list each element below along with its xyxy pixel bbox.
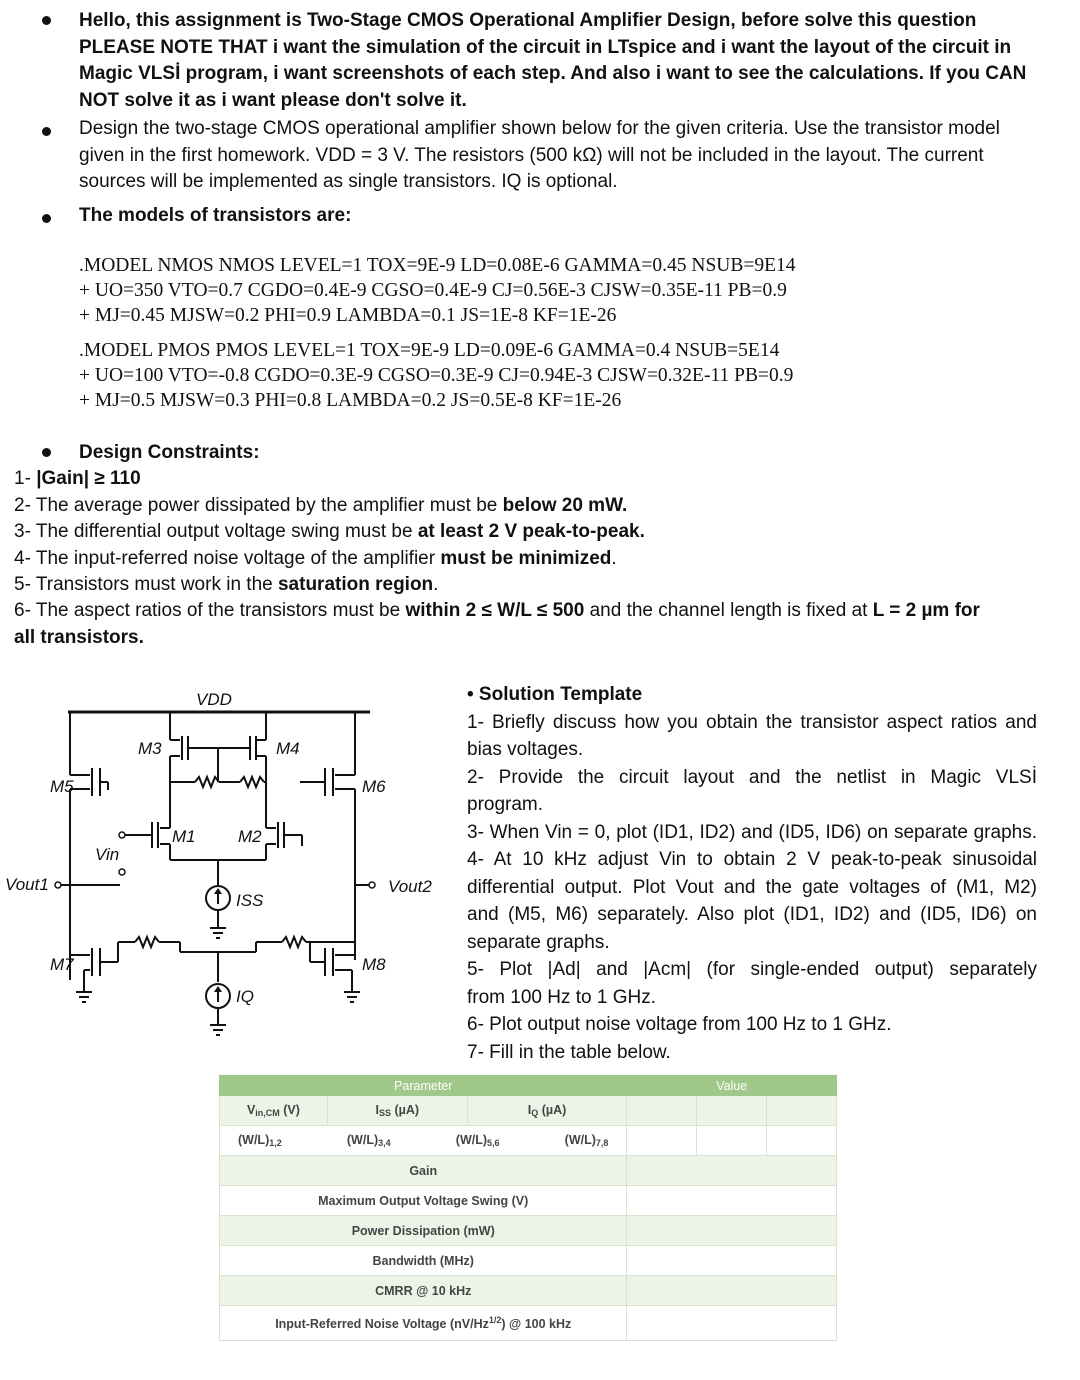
text-run: The models of transistors are:	[79, 205, 352, 226]
text-run: Transistors must work in the	[35, 574, 278, 595]
vdd-label: VDD	[196, 690, 232, 709]
vout1-label: Vout1	[5, 875, 49, 894]
value-cell[interactable]	[767, 1126, 837, 1156]
constraint-2	[14, 493, 627, 520]
constraint-5	[14, 572, 438, 599]
template-line: 6- Plot output noise voltage from 100 Hz to 1 GHz.	[467, 1014, 892, 1035]
constraint-number: 4-	[14, 548, 36, 569]
value-cell[interactable]	[627, 1306, 837, 1341]
text-run: must be minimized	[440, 548, 612, 569]
table-row	[220, 1156, 837, 1186]
bullet-2	[79, 116, 1044, 196]
text-run: all transistors.	[14, 627, 144, 648]
value-cell[interactable]	[627, 1096, 697, 1126]
text-run: within 2 ≤ W/L ≤ 500	[405, 600, 585, 621]
table-row	[220, 1276, 837, 1306]
header-value: Value	[627, 1076, 837, 1096]
text-run: Hello, this assignment is Two-Stage CMOS Operational Amplifier Design, before solve this question PLEASE NOTE THAT i want the simulation of the circuit in LTspice and i want the layout of the circuit in Magic VLSİ program, i want screenshots of each step. And also i want to see the calculations. If you CAN NOT solve it as i want please don't solve it.	[79, 10, 1027, 111]
nmos-model-line-3: + MJ=0.45 MJSW=0.2 PHI=0.9 LAMBDA=0.1 JS=1E-8 KF=1E-26	[79, 305, 617, 326]
value-cell[interactable]	[627, 1276, 837, 1306]
bullet-dot	[42, 214, 51, 223]
template-line: program.	[467, 794, 544, 815]
wl56-cell: $(W/L)_{5,6}$	[455, 1133, 500, 1148]
template-line: differential output. Plot Vout and the gate voltages of (M1, M2)	[467, 876, 1037, 898]
constraint-number: 2-	[14, 495, 36, 516]
m4-label: M4	[276, 739, 300, 758]
m2-label: M2	[238, 827, 262, 846]
template-line: 3- When Vin = 0, plot (ID1, ID2) and (ID5, ID6) on separate graphs.	[467, 821, 1037, 843]
m7-label: M7	[50, 955, 74, 974]
gain-cell: Gain	[220, 1156, 627, 1186]
value-cell[interactable]	[767, 1096, 837, 1126]
text-run: at least 2 V peak-to-peak.	[417, 521, 645, 542]
template-line: 1- Briefly discuss how you obtain the transistor aspect ratios and	[467, 711, 1037, 733]
header-parameter: Parameter	[220, 1076, 627, 1096]
nmos-model-line-1: .MODEL NMOS NMOS LEVEL=1 TOX=9E-9 LD=0.08E-6 GAMMA=0.45 NSUB=9E14	[79, 255, 796, 276]
value-cell[interactable]	[627, 1216, 837, 1246]
pmos-model-line-3: + MJ=0.5 MJSW=0.3 PHI=0.8 LAMBDA=0.2 JS=0.5E-8 KF=1E-26	[79, 390, 622, 411]
value-cell[interactable]	[627, 1156, 837, 1186]
constraint-3	[14, 519, 645, 546]
text-run: The aspect ratios of the transistors must be	[35, 600, 406, 621]
template-line: 4- At 10 kHz adjust Vin to obtain 2 V peak-to-peak sinusoidal	[467, 849, 1037, 870]
noise-cell: Input-Referred Noise Voltage $(nV/Hz^{1/2})$ @ 100 kHz	[220, 1306, 627, 1341]
template-line: 2- Provide the circuit layout and the netlist in Magic VLSİ	[467, 766, 1037, 788]
m8-label: M8	[362, 955, 386, 974]
table-row	[220, 1186, 837, 1216]
constraint-number: 6-	[14, 600, 36, 621]
template-line: bias voltages.	[467, 739, 584, 760]
m1-label: M1	[172, 827, 196, 846]
text-run: The average power dissipated by the amplifier must be	[35, 495, 503, 516]
bullet-3	[79, 203, 1044, 230]
wl78-cell: $(W/L)_{7,8}$	[564, 1133, 609, 1148]
cmrr-cell: CMRR @ 10 kHz	[220, 1276, 627, 1306]
text-run: The input-referred noise voltage of the amplifier	[35, 548, 441, 569]
pmos-model-line-1: .MODEL PMOS PMOS LEVEL=1 TOX=9E-9 LD=0.09E-6 GAMMA=0.4 NSUB=5E14	[79, 340, 780, 361]
wl-row	[220, 1133, 626, 1148]
value-cell[interactable]	[697, 1126, 767, 1156]
table-header-row	[220, 1076, 837, 1096]
constraint-6	[14, 598, 980, 625]
bullet-dot	[42, 448, 51, 457]
iss-cell: $I_{SS}$ (µA)	[327, 1096, 467, 1126]
solution-template	[467, 681, 1037, 1066]
iss-label: ISS	[236, 891, 264, 910]
parameter-table	[219, 1075, 837, 1341]
template-line: 7- Fill in the table below.	[467, 1041, 671, 1063]
m5-label: M5	[50, 777, 74, 796]
text-run: The differential output voltage swing must be	[35, 521, 418, 542]
text-run: .	[611, 548, 617, 569]
template-line: and (M5, M6) separately. Also plot (ID1, ID2) and (ID5, ID6) on	[467, 904, 1037, 925]
iq-label: IQ	[236, 987, 254, 1006]
constraints-title: Design Constraints:	[79, 442, 260, 463]
bullet-dot	[42, 127, 51, 136]
template-title: • Solution Template	[467, 684, 643, 705]
bullet-dot	[42, 16, 51, 25]
template-line: separate graphs.	[467, 931, 610, 953]
text-run: |Gain| ≥ 110	[36, 468, 141, 489]
text-run: and the channel length is fixed at	[584, 600, 873, 621]
text-run: Design the two-stage CMOS operational amplifier shown below for the given criteria. Use the transistor model given in the first homework. VDD = 3 V. The resistors (500 kΩ) will not be included in the layout. The current sources will be implemented as single transistors. IQ is optional.	[79, 118, 1000, 192]
m3-label: M3	[138, 739, 162, 758]
constraint-6-cont	[14, 625, 144, 652]
nmos-model-line-2: + UO=350 VTO=0.7 CGDO=0.4E-9 CGSO=0.4E-9 CJ=0.56E-3 CJSW=0.35E-11 PB=0.9	[79, 280, 787, 301]
table-row	[220, 1246, 837, 1276]
m6-label: M6	[362, 777, 386, 796]
power-cell: Power Dissipation (mW)	[220, 1216, 627, 1246]
constraint-number: 3-	[14, 521, 36, 542]
output-swing-cell: Maximum Output Voltage Swing (V)	[220, 1186, 627, 1216]
constraint-number: 1-	[14, 468, 37, 489]
constraint-4	[14, 546, 617, 573]
table-row	[220, 1126, 837, 1156]
bandwidth-cell: Bandwidth (MHz)	[220, 1246, 627, 1276]
text-run: below 20 mW.	[502, 495, 628, 516]
wl34-cell: $(W/L)_{3,4}$	[346, 1133, 391, 1148]
two-stage-opamp-schematic	[0, 680, 450, 1060]
constraint-number: 5-	[14, 574, 36, 595]
pmos-model-line-2: + UO=100 VTO=-0.8 CGDO=0.3E-9 CGSO=0.3E-9 CJ=0.94E-3 CJSW=0.32E-11 PB=0.9	[79, 365, 794, 386]
table-row	[220, 1216, 837, 1246]
vincm-cell: $V_{in,CM}$ (V)	[220, 1096, 328, 1126]
value-cell[interactable]	[627, 1246, 837, 1276]
value-cell[interactable]	[627, 1186, 837, 1216]
vout2-label: Vout2	[388, 877, 432, 896]
text-run: L = 2 µm for	[872, 600, 980, 621]
wl12-cell: $(W/L)_{1,2}$	[238, 1133, 282, 1148]
iq-cell: $I_Q$ (µA)	[467, 1096, 627, 1126]
table-row	[220, 1096, 837, 1126]
bullet-1	[79, 8, 1044, 114]
value-cell[interactable]	[627, 1126, 697, 1156]
text-run: .	[433, 574, 439, 595]
template-line: 5- Plot |Ad| and |Acm| (for single-ended output) separately	[467, 959, 1037, 980]
value-cell[interactable]	[697, 1096, 767, 1126]
vin-label: Vin	[95, 845, 120, 864]
template-line: from 100 Hz to 1 GHz.	[467, 986, 657, 1008]
table-row	[220, 1306, 837, 1341]
text-run: saturation region	[277, 574, 434, 595]
constraint-1	[14, 466, 141, 493]
